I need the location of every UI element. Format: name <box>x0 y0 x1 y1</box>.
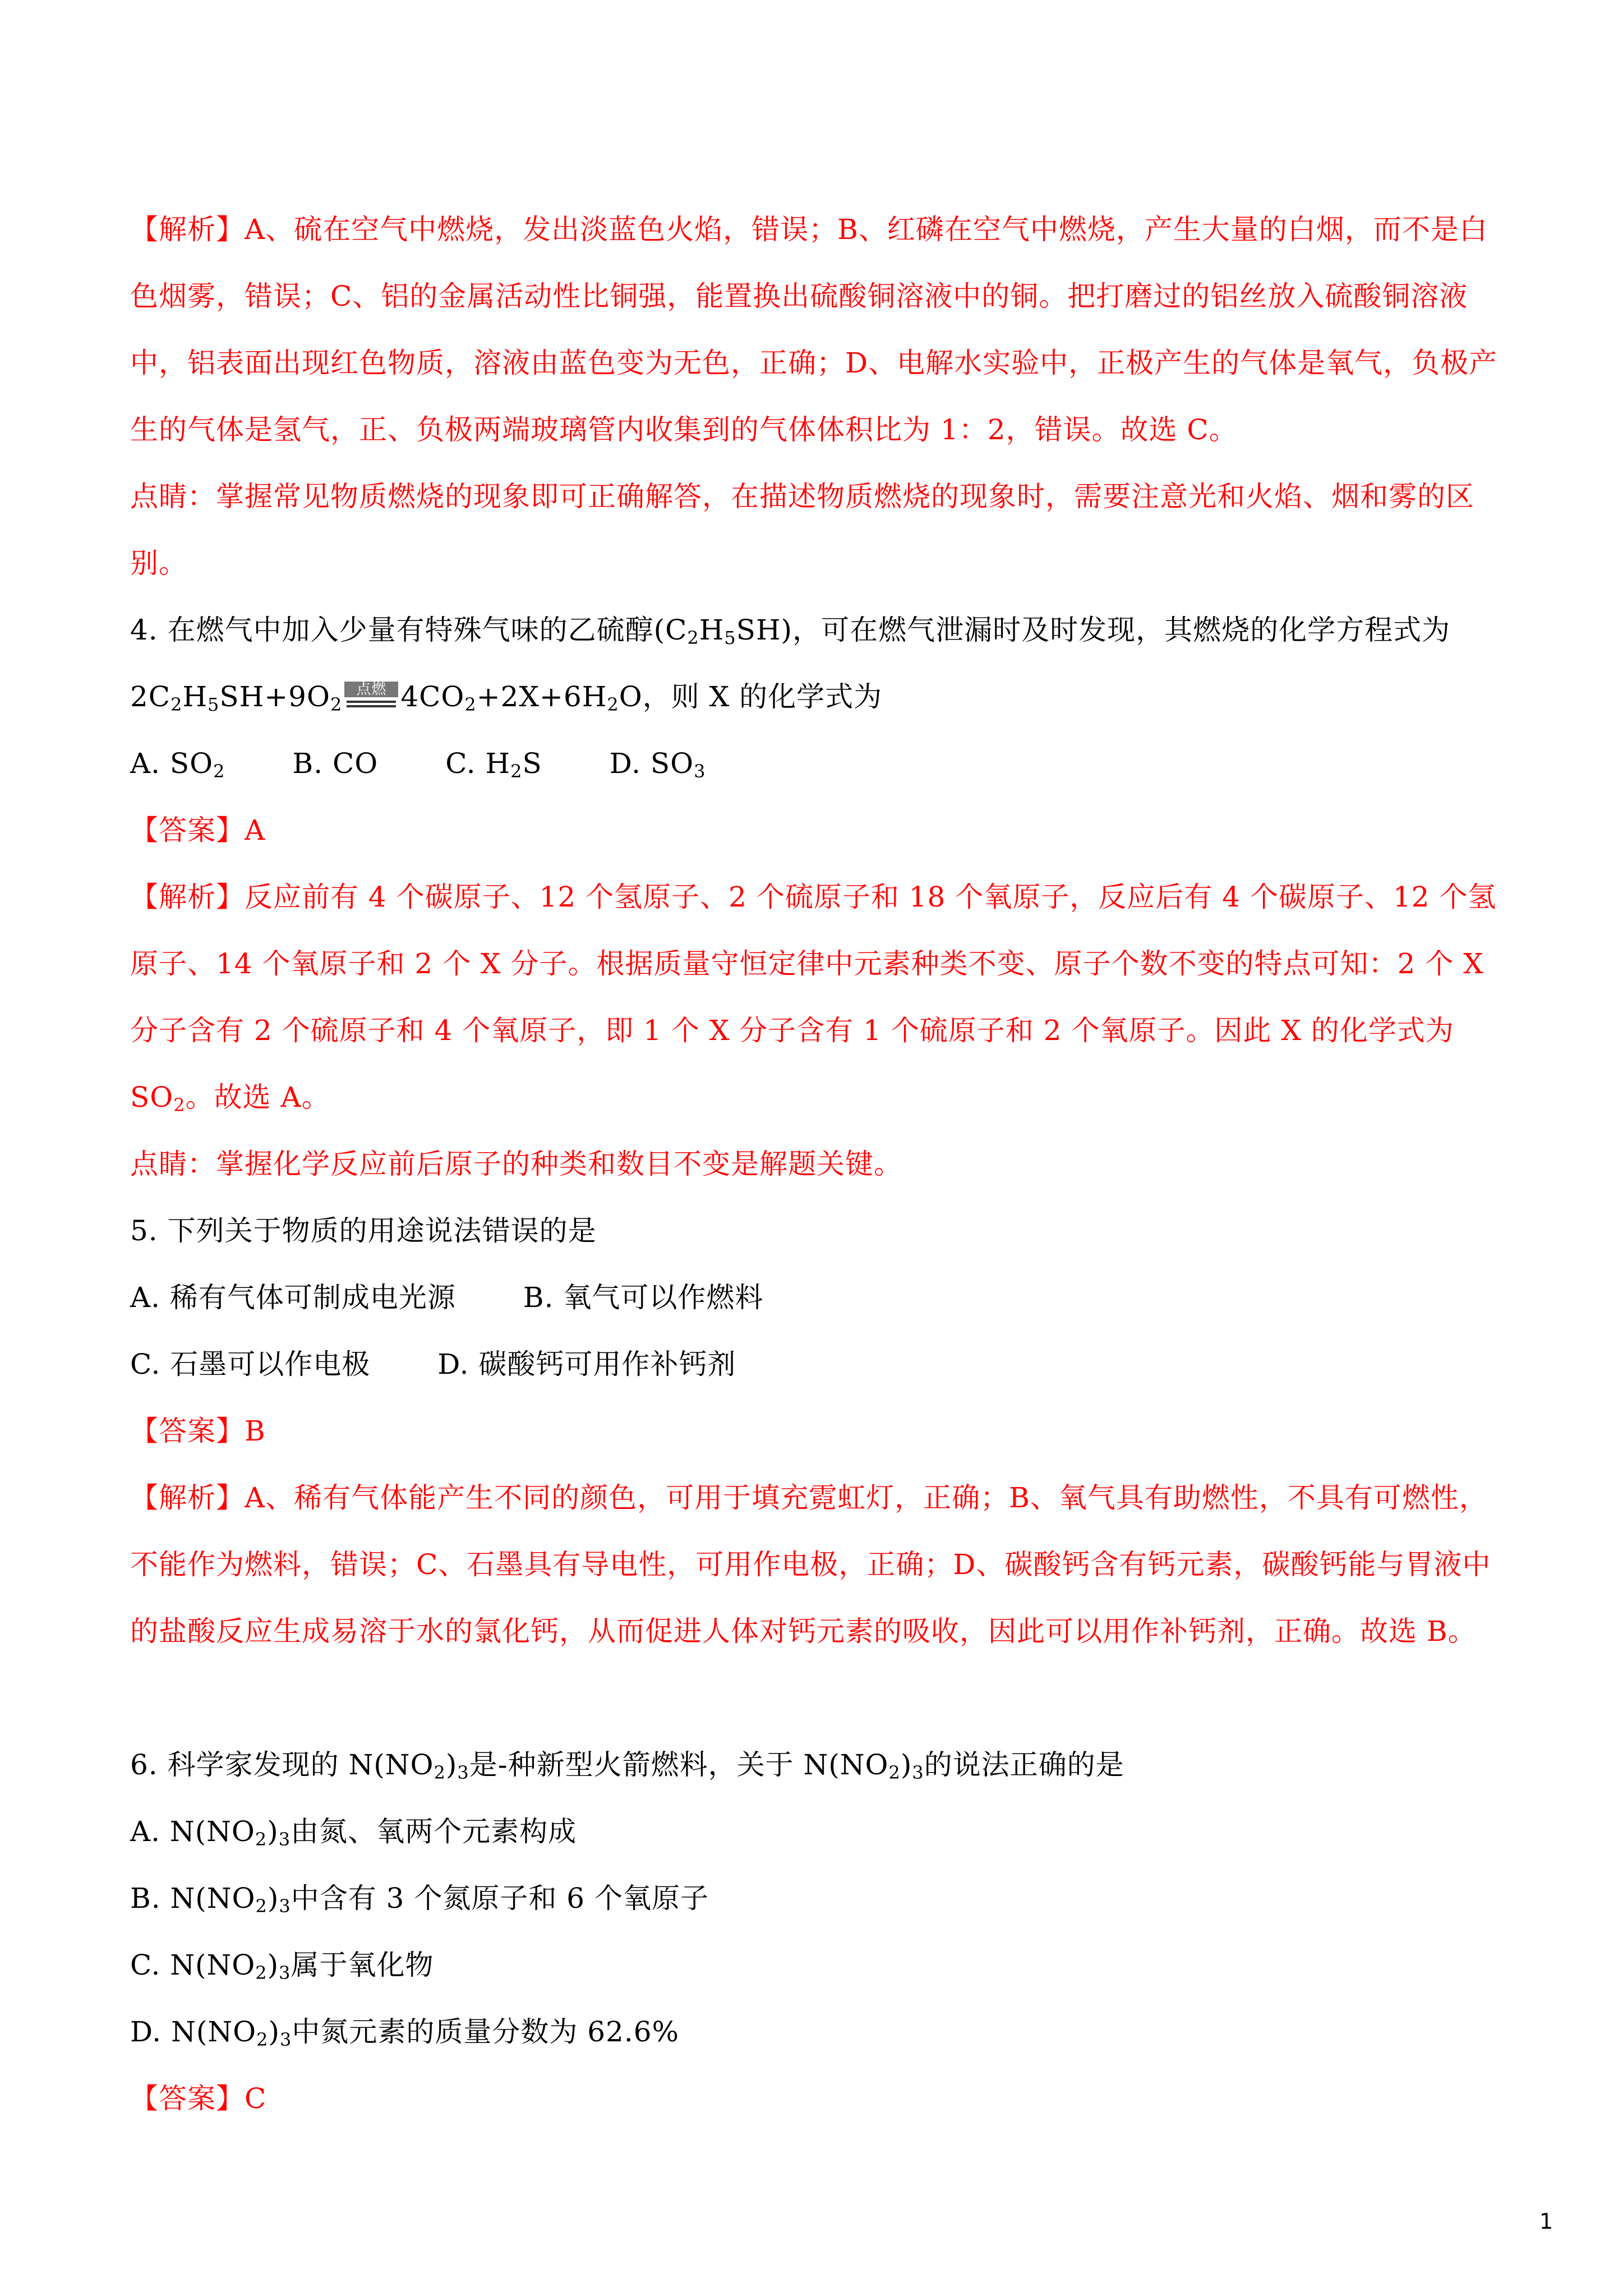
q4-options: A. $SO_2$ B. CO C. $H_2S$ D. $SO_3$ <box>130 747 706 782</box>
q6-stem: 6. 科学家发现的 $N(NO_2)_3$是-种新型火箭燃料，关于 $N(NO_2)_3$的说法正确的是 <box>130 1749 1124 1783</box>
q4-stem: 4. 在燃气中加入少量有特殊气味的乙硫醇$(C_2H_5SH)$，可在燃气泄漏时及时发现，其燃烧的化学方程式为 <box>130 614 1451 648</box>
q6-option-a: A. $N(NO_2)_3$由氮、氧两个元素构成 <box>130 1815 577 1850</box>
q4-equation: $2C_2H_5SH+9O_2$ 点燃 $4CO_2+2X+6H_2O$，则 X 的化学式为 <box>130 680 883 715</box>
q5-answer: 【答案】B <box>130 1415 266 1447</box>
q4-tip: 点睛：掌握化学反应前后原子的种类和数目不变是解题关键。 <box>130 1148 902 1180</box>
q5-options-row2: C. 石墨可以作电极 D. 碳酸钙可用作补钙剂 <box>130 1348 736 1381</box>
page-number: 1 <box>1539 2209 1553 2234</box>
q6-option-c: C. $N(NO_2)_3$属于氧化物 <box>130 1949 434 1984</box>
reaction-condition-mark: 点燃 <box>344 682 398 710</box>
q6-option-b: B. $N(NO_2)_3$中含有 3 个氮原子和 6 个氧原子 <box>130 1882 709 1917</box>
q5-stem: 5. 下列关于物质的用途说法错误的是 <box>130 1214 597 1247</box>
q4-answer: 【答案】A <box>130 814 266 846</box>
q5-options-row1: A. 稀有气体可制成电光源 B. 氧气可以作燃料 <box>130 1281 764 1314</box>
q4-analysis: 【解析】反应前有 4 个碳原子、12 个氢原子、2 个硫原子和 18 个氧原子，反应后有 4 个碳原子、12 个氢原子、14 个氧原子和 2 个 X 分子。根据质量守恒定律中元素种类不变、原子个数不变的特点可知：2 个 X 分子含有 2 个硫原子和 4 个氧原子，即 1 个 X 分子含有 1 个硫原子和 2 个氧原子。因此 X 的化学式为 $SO_2$。故选 A。 <box>130 881 1497 1116</box>
q6-answer: 【答案】C <box>130 2082 267 2115</box>
q5-analysis: 【解析】A、稀有气体能产生不同的颜色，可用于填充霓虹灯，正确；B、氧气具有助燃性，不具有可燃性，不能作为燃料，错误；C、石墨具有导电性，可用作电极，正确；D、碳酸钙含有钙元素，碳酸钙能与胃液中的盐酸反应生成易溶于水的氯化钙，从而促进人体对钙元素的吸收，因此可以用作补钙剂，正确。故选 B。 <box>130 1481 1491 1648</box>
q3-tip: 点睛：掌握常见物质燃烧的现象即可正确解答，在描述物质燃烧的现象时，需要注意光和火焰、烟和雾的区别。 <box>130 480 1474 579</box>
q3-analysis: 【解析】A、硫在空气中燃烧，发出淡蓝色火焰，错误；B、红磷在空气中燃烧，产生大量的白烟，而不是白色烟雾，错误；C、铝的金属活动性比铜强，能置换出硫酸铜溶液中的铜。把打磨过的铝丝放入硫酸铜溶液中，铝表面出现红色物质，溶液由蓝色变为无色，正确；D、电解水实验中，正极产生的气体是氧气，负极产生的气体是氢气，正、负极两端玻璃管内收集到的气体体积比为 1：2，错误。故选 C。 <box>130 213 1498 446</box>
q6-option-d: D. $N(NO_2)_3$中氮元素的质量分数为 62.6% <box>130 2016 680 2050</box>
